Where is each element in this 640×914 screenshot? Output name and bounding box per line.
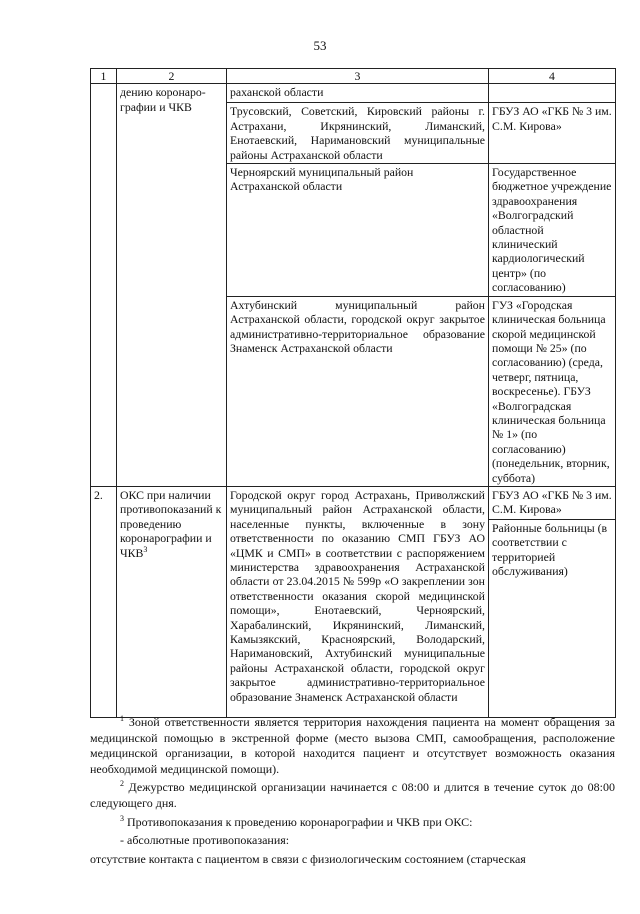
organization-cell [489,84,616,103]
page-number: 53 [313,38,327,53]
header-cell: 2 [117,69,227,84]
territory-cell: Городской округ город Астрахань, Приволжский муниципальный район Астраханской области, населенные пункты, включенные в зону ответственности по оказанию СМП ГБУЗ АО «ЦМК и СМП» в соответствии с распоряжением министерства здравоохранения Астраханской области от 23.04.2015 № 599р «О закреплении зон ответственности оказания скорой медицинской помощи», Енотаевский, Черноярский, Харабалинский, Икрянинский, Лиманский, Камызякский, Красноярский, Володарский, Наримановский, Ахтубинский муниципальные районы Астраханской области, городской округ закрытое административно-территориальное образование Знаменск Астраханской области [227,486,489,717]
footnote-ref: 3 [143,544,148,554]
organization-cell: ГБУЗ АО «ГКБ № 3 им. С.М. Кирова» [489,103,616,164]
row-number-cell: 2. [91,486,117,717]
organization-cell: ГУЗ «Городская клиническая больница скорой медицинской помощи № 25» (по согласованию) (среда, четверг, пятница, воскресенье). ГБУЗ «Волгоградская клиническая больница № 1» (по согласованию) (понедельник, вторник, суббота) [489,296,616,486]
organization-primary: ГБУЗ АО «ГКБ № 3 им. С.М. Кирова» [492,487,612,517]
footnote [90,815,615,831]
footnote-text: Зоной ответственности является территория нахождения пациента на момент обращения за медицинской помощью в экстренной форме (место вызова СМП, самообращения, расположение медицинской организации, в которой находится пациент и отсутствует возможность оказания необходимой медицинской помощи). [90,715,615,776]
table-row [91,84,616,103]
condition-text: ОКС при наличии противопоказаний к проведению коронарографии и ЧКВ [120,487,222,560]
territory-cell: Трусовский, Советский, Кировский районы г. Астрахани, Икрянинский, Лиманский, Енотаевский, Наримановский муниципальные районы Астраханской области [227,103,489,164]
footnote-mark: 2 [120,779,124,789]
footnote [90,715,615,777]
condition-line: графии и ЧКВ [120,99,192,114]
footnote-mark: 3 [120,813,124,823]
table-header-row [91,69,616,84]
territory-cell: Ахтубинский муниципальный район Астраханской области, городской округ закрытое административно-территориальное образование Знаменск Астраханской области [227,296,489,486]
zones-table [90,68,616,718]
header-cell: 3 [227,69,489,84]
organization-cell: Государственное бюджетное учреждение здравоохранения «Волгоградский областной клинический кардиологический центр» (по согласованию) [489,164,616,297]
header-cell: 4 [489,69,616,84]
footnote-text: Противопоказания к проведению коронарографии и ЧКВ при ОКС: [127,814,473,829]
list-item: - абсолютные противопоказания: [120,833,290,848]
territory-cell: Черноярский муниципальный район Астраханской области [227,164,489,297]
condition-cell [117,84,227,487]
table-row [91,486,616,717]
footnote-mark: 1 [120,714,124,723]
footnotes [90,715,615,870]
footnote-text: Дежурство медицинской организации начинается с 08:00 и длится в течение суток до 08:00 следующего дня. [90,780,615,810]
organization-cell [489,486,616,717]
condition-cell [117,486,227,717]
condition-line: дению коронаро- [120,85,206,100]
row-number-cell [91,84,117,487]
header-cell: 1 [91,69,117,84]
footnote [90,780,615,811]
body-text-line: отсутствие контакта с пациентом в связи с физиологическим состоянием (старческая [90,851,526,866]
organization-secondary: Районные больницы (в соответствии с территорией обслуживания) [489,519,615,579]
territory-cell: раханской области [227,84,489,103]
